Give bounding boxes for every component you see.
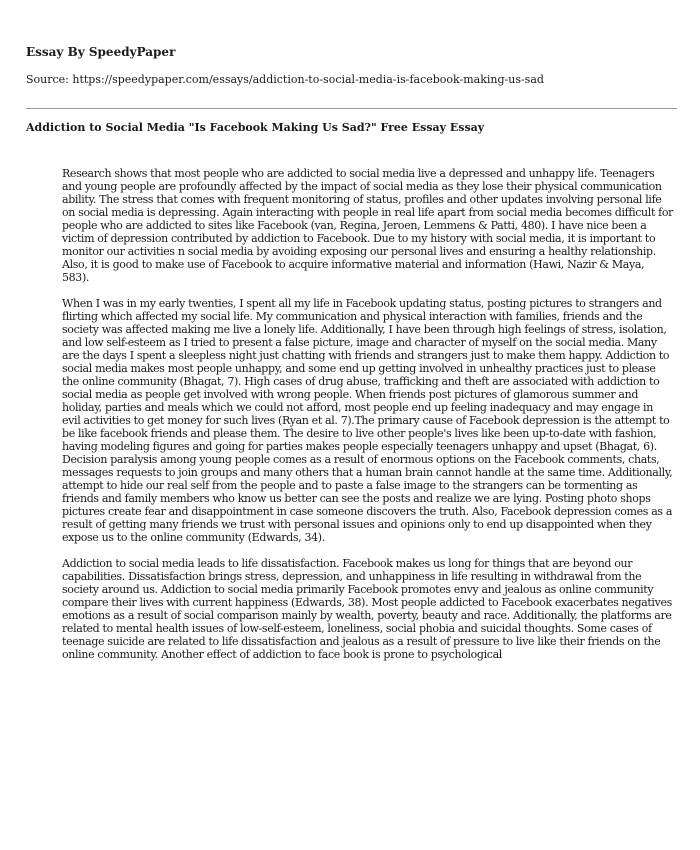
header-divider (26, 108, 677, 109)
document-header-title: Essay By SpeedyPaper (26, 45, 176, 59)
source-line: Source: https://speedypaper.com/essays/addiction-to-social-media-is-facebook-making-us-sad (26, 73, 544, 86)
essay-title: Addiction to Social Media "Is Facebook Making Us Sad?" Free Essay Essay (26, 121, 485, 134)
essay-body (62, 167, 674, 674)
paragraph: When I was in my early twenties, I spent all my life in Facebook updating status, posting pictures to strangers and flirting which affected my social life. My communication and physical interaction with families, friends and the society was affected making me live a lonely life. Additionally, I have been through high feelings of stress, isolation, and low self-esteem as I tried to present a false picture, image and character of myself on the social media. Many are the days I spent a sleepless night just chatting with friends and strangers just to make them happy. Addiction to social media makes most people unhappy, and some end up getting involved in unhealthy practices just to please the online community (Bhagat, 7). High cases of drug abuse, trafficking and theft are associated with addiction to social media as people get involved with wrong people. When friends post pictures of glamorous summer and holiday, parties and meals which we could not afford, most people end up feeling inadequacy and may engage in evil activities to get money for such lives (Ryan et al. 7).The primary cause of Facebook depression is the attempt to be like facebook friends and please them. The desire to live other people's lives like been up-to-date with fashion, having modeling figures and going for parties makes people especially teenagers unhappy and upset (Bhagat, 6). Decision paralysis among young people comes as a result of enormous options on the Facebook comments, chats, messages requests to join groups and many others that a human brain cannot handle at the same time. Additionally, attempt to hide our real self from the people and to paste a false image to the strangers can be tormenting as friends and family members who know us better can see the posts and realize we are lying. Posting photo shops pictures create fear and disappointment in case someone discovers the truth. Also, Facebook depression comes as a result of getting many friends we trust with personal issues and opinions only to end up disappointed when they expose us to the online community (Edwards, 34). (62, 297, 673, 544)
paragraph: Research shows that most people who are addicted to social media live a depressed and unhappy life. Teenagers and young people are profoundly affected by the impact of social media as they lose their physical communication ability. The stress that comes with frequent monitoring of status, profiles and other updates involving personal life on social media is depressing. Again interacting with people in real life apart from social media becomes difficult for people who are addicted to sites like Facebook (van, Regina, Jeroen, Lemmens & Patti, 480). I have nice been a victim of depression contributed by addiction to Facebook. Due to my history with social media, it is important to monitor our activities n social media by avoiding exposing our personal lives and ensuring a healthy relationship. Also, it is good to make use of Facebook to acquire informative material and information (Hawi, Nazir & Maya, 583). (62, 167, 674, 284)
paragraph: Addiction to social media leads to life dissatisfaction. Facebook makes us long for things that are beyond our capabilities. Dissatisfaction brings stress, depression, and unhappiness in life resulting in withdrawal from the society around us. Addiction to social media primarily Facebook promotes envy and jealous as online community compare their lives with current happiness (Edwards, 38). Most people addicted to Facebook exacerbates negatives emotions as a result of social comparison mainly by wealth, poverty, beauty and race. Additionally, the platforms are related to mental health issues of low-self-esteem, loneliness, social phobia and suicidal thoughts. Some cases of teenage suicide are related to life dissatisfaction and jealous as a result of pressure to live like their friends on the online community. Another effect of addiction to face book is prone to psychological (62, 557, 672, 661)
